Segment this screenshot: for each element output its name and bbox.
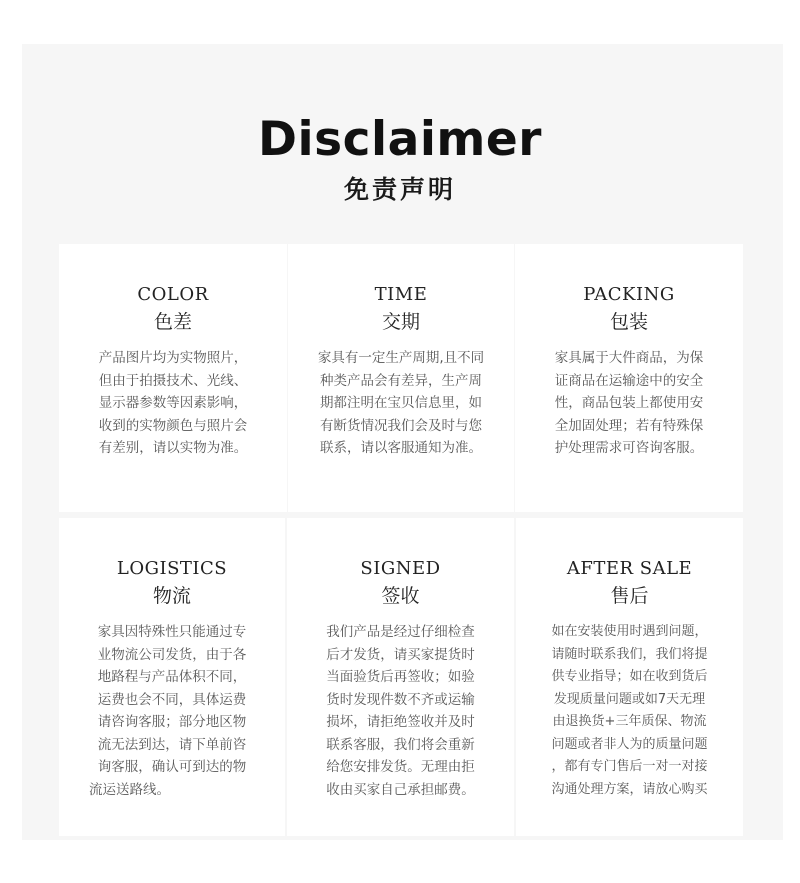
card-text-line: 期都注明在宝贝信息里，如 <box>320 395 482 411</box>
card-body <box>59 347 287 460</box>
card-text-line: 产品图片均为实物照片， <box>98 350 248 366</box>
card-text-line: 问题或者非人为的质量问题 <box>551 736 708 752</box>
card-text-line: 证商品在运输途中的安全 <box>554 372 704 389</box>
card-text-line: 如在安装使用时遇到问题， <box>551 624 708 639</box>
card-heading-en: LOGISTICS <box>116 558 228 579</box>
card-heading-cn: 签收 <box>381 585 420 607</box>
card-heading-cn: 交期 <box>381 311 420 333</box>
card-heading-en: TIME <box>374 284 428 305</box>
card-text-line: 收到的实物颜色与照片会 <box>98 417 248 434</box>
card-text-line: 家具属于大件商品，为保 <box>554 350 704 366</box>
card-text-line: 发现质量问题或如7天无理 <box>553 691 706 707</box>
card-text-line: 有断货情况我们会及时与您 <box>320 417 482 434</box>
card-text-line: 流无法到达，请下单前咨 <box>97 736 247 753</box>
card-text-line: 联系客服，我们将会重新 <box>326 736 475 753</box>
card-logistics <box>59 518 285 836</box>
card-time <box>288 244 514 512</box>
card-text-line: 货时发现件数不齐或运输 <box>326 691 475 708</box>
card-heading-cn: 包装 <box>609 311 648 333</box>
card-body <box>287 621 514 801</box>
card-text-line: 当面验货后再签收；如验 <box>326 669 475 685</box>
card-text-line: 种类产品会有差异，生产周 <box>320 372 482 389</box>
card-text-line: 收由买家自己承担邮费。 <box>326 781 475 798</box>
card-after-sale <box>516 518 743 836</box>
card-text-line: 损坏，请拒绝签收并及时 <box>326 714 475 730</box>
card-text-line: 运费也会不同，具体运费 <box>97 691 247 708</box>
card-text-line: 业物流公司发货，由于各 <box>97 646 247 663</box>
card-text-line: 家具因特殊性只能通过专 <box>97 624 247 640</box>
card-text-line: 沟通处理方案，请放心购买 <box>551 781 708 797</box>
card-text-line: 显示器参数等因素影响， <box>98 395 248 411</box>
card-text-line: ，都有专门售后一对一对接 <box>551 759 708 774</box>
card-text-line: 由退换货+三年质保、物流 <box>552 714 707 729</box>
card-body <box>516 621 743 801</box>
card-text-line: 请随时联系我们，我们将提 <box>551 646 708 662</box>
card-signed <box>287 518 514 836</box>
page-subtitle: 免责声明 <box>343 175 456 204</box>
card-text-line: 请咨询客服；部分地区物 <box>97 714 247 730</box>
card-body <box>288 347 514 460</box>
card-heading-en: COLOR <box>137 284 209 305</box>
card-heading-cn: 售后 <box>610 585 649 607</box>
card-text-line: 我们产品是经过仔细检查 <box>326 624 475 640</box>
card-text-line: 地路程与产品体积不同， <box>97 669 247 685</box>
card-text-line: 流运送路线。 <box>89 781 170 798</box>
card-text-line: 全加固处理；若有特殊保 <box>554 417 704 434</box>
card-text-line: 供专业指导；如在收到货后 <box>551 669 708 684</box>
card-heading-en: AFTER SALE <box>566 558 693 579</box>
card-heading-en: PACKING <box>583 284 675 305</box>
page-title: Disclaimer <box>258 112 542 167</box>
card-heading-cn: 色差 <box>153 311 192 333</box>
card-text-line: 给您安排发货。无理由拒 <box>326 759 475 775</box>
card-body <box>515 347 743 460</box>
card-text-line: 联系，请以客服通知为准。 <box>320 440 482 456</box>
card-text-line: 护处理需求可咨询客服。 <box>554 440 704 456</box>
card-text-line: 询客服，确认可到达的物 <box>97 759 247 775</box>
card-text-line: 家具有一定生产周期,且不同 <box>317 350 485 366</box>
card-color <box>59 244 287 512</box>
card-heading-en: SIGNED <box>360 558 441 579</box>
card-text-line: 后才发货，请买家提货时 <box>326 646 475 663</box>
card-text-line: 性，商品包装上都使用安 <box>554 395 704 411</box>
card-body <box>59 621 285 801</box>
card-packing <box>515 244 743 512</box>
card-heading-cn: 物流 <box>152 585 191 607</box>
card-text-line: 有差别，请以实物为准。 <box>98 440 248 456</box>
card-text-line: 但由于拍摄技术、光线、 <box>98 372 248 389</box>
